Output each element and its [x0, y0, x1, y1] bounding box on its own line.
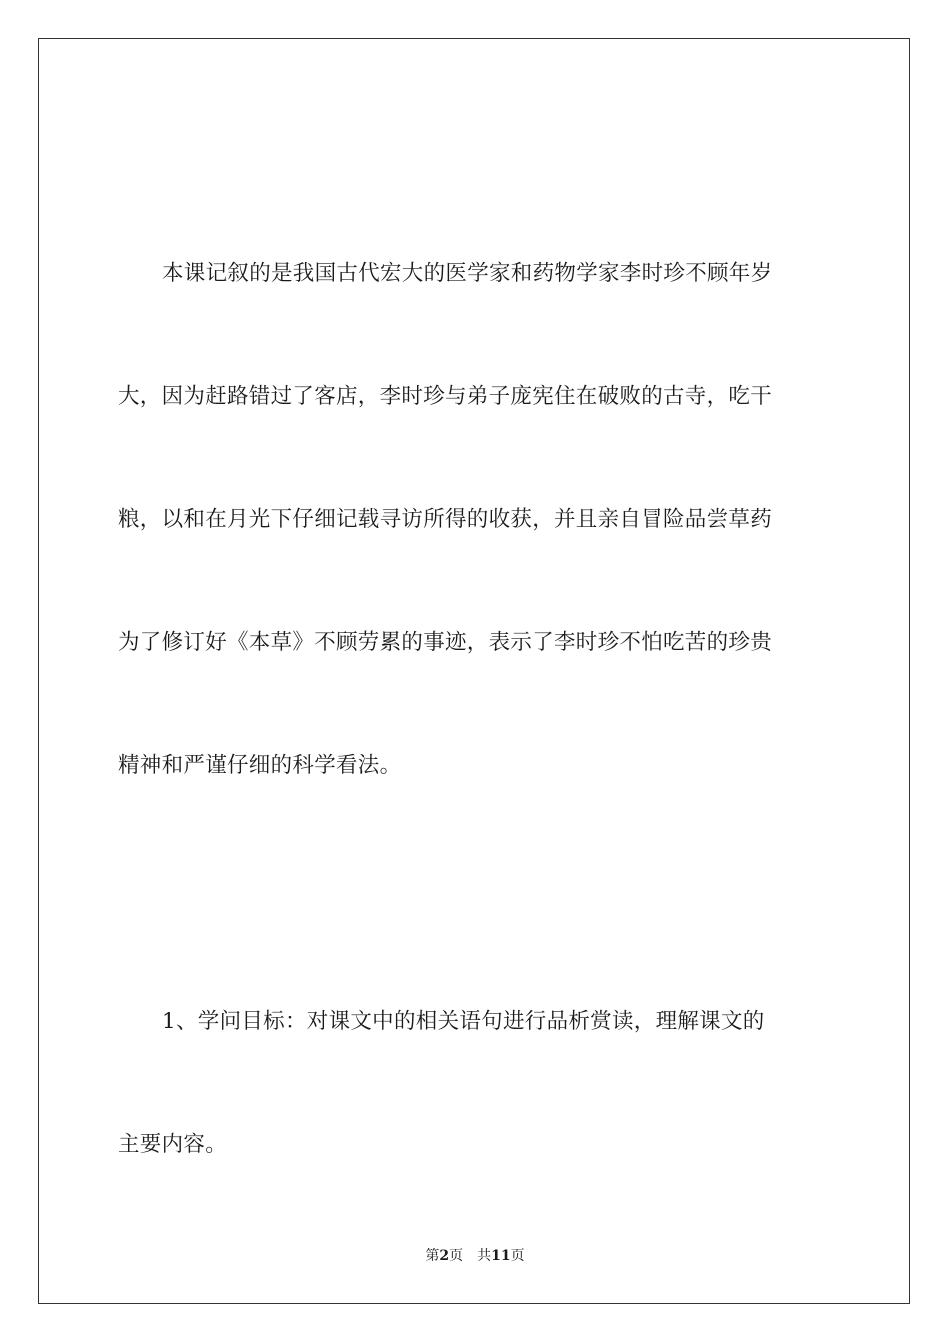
footer-total-pages: 11: [491, 1248, 511, 1264]
page-footer: [0, 1246, 950, 1266]
footer-total-suffix: 页: [510, 1248, 525, 1264]
paragraph-1-line-3: 粮，以和在月光下仔细记载寻访所得的收获，并且亲自冒险品尝草药: [118, 507, 773, 532]
paragraph-2-line-1: 1、学问目标：对课文中的相关语句进行品析赏读，理解课文的: [162, 1009, 765, 1034]
page-frame: [38, 38, 910, 1304]
footer-page-number: 2: [439, 1248, 450, 1264]
paragraph-1-line-4: 为了修订好《本草》不顾劳累的事迹，表示了李时珍不怕吃苦的珍贵: [118, 630, 773, 655]
footer-total-prefix: 共: [477, 1248, 492, 1264]
paragraph-1-line-2: 大，因为赶路错过了客店，李时珍与弟子庞宪住在破败的古寺，吃干: [118, 384, 773, 409]
paragraph-2-line-2: 主要内容。: [118, 1132, 228, 1157]
footer-page-suffix: 页: [449, 1248, 464, 1264]
footer-page-prefix: 第: [425, 1248, 440, 1264]
paragraph-1-line-1: 本课记叙的是我国古代宏大的医学家和药物学家李时珍不顾年岁: [162, 261, 773, 286]
paragraph-1-line-5: 精神和严谨仔细的科学看法。: [118, 753, 402, 778]
